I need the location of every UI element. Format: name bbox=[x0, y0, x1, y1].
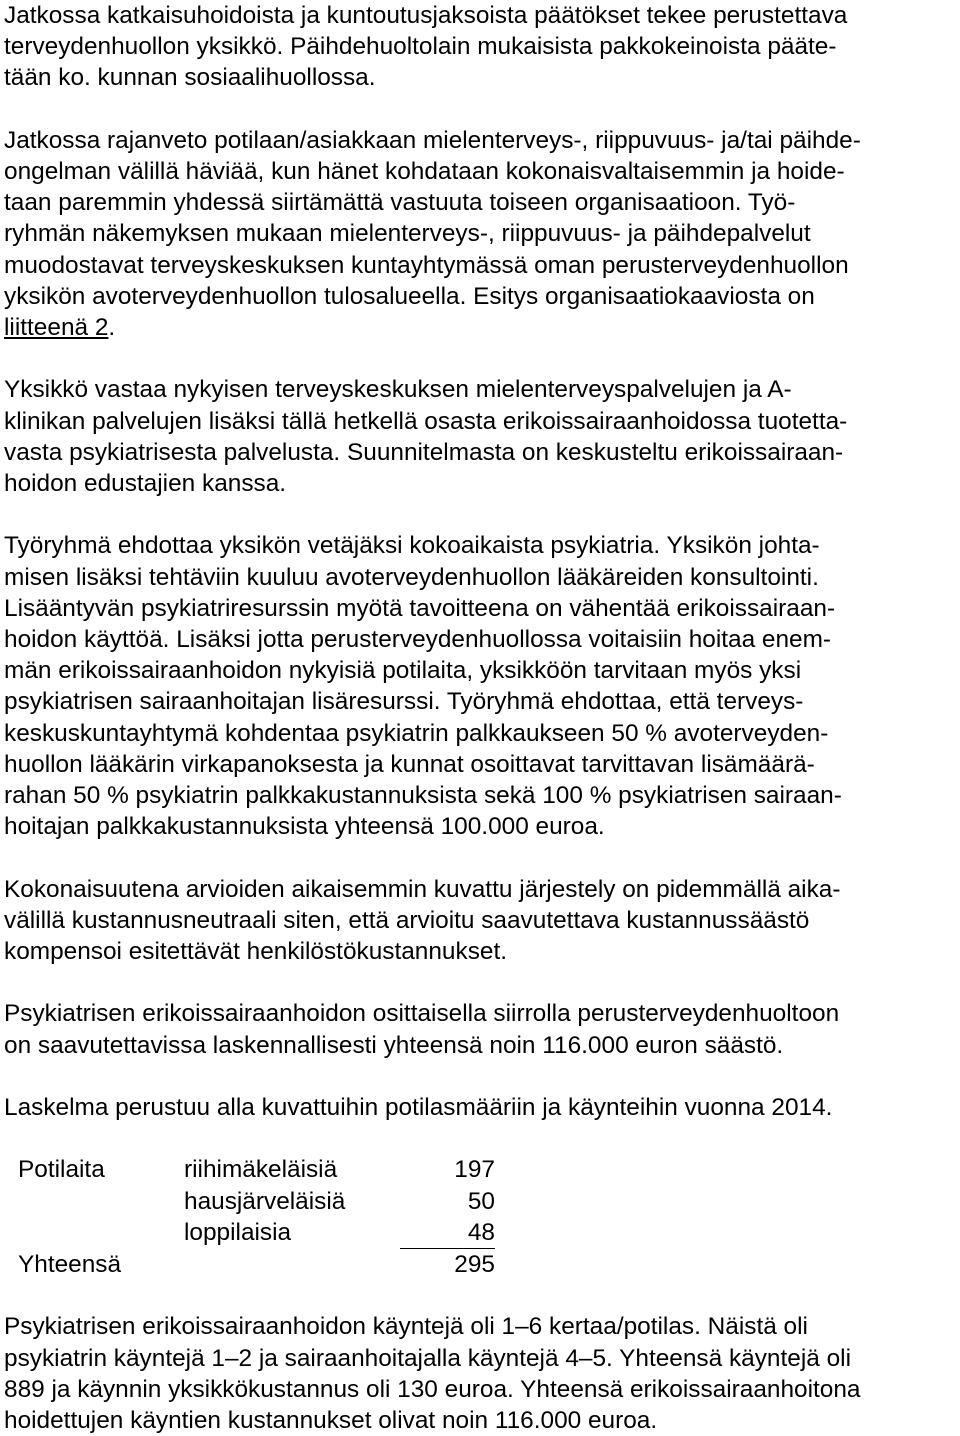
text-line: tään ko. kunnan sosiaalihuollossa. bbox=[4, 64, 376, 92]
text-line: Kokonaisuutena arvioiden aikaisemmin kuvattu järjestely on pidemmällä aika- bbox=[4, 875, 841, 903]
appendix-link[interactable]: liitteenä 2 bbox=[4, 314, 109, 342]
text-line: 889 ja käynnin yksikkökustannus oli 130 euroa. Yhteensä erikoissairaanhoitona bbox=[4, 1375, 861, 1403]
text-line: keskuskuntayhtymä kohdentaa psykiatrin palkkaukseen 50 % avoterveyden- bbox=[4, 719, 829, 747]
count-cell: 48 bbox=[400, 1217, 495, 1249]
text-line: ongelman välillä häviää, kun hänet kohdataan kokonaisvaltaisemmin ja hoide- bbox=[4, 158, 845, 185]
total-row bbox=[18, 1249, 495, 1281]
paragraph-1 bbox=[4, 0, 957, 94]
table-row bbox=[18, 1217, 495, 1249]
text-line: psykiatrin käyntejä 1–2 ja sairaanhoitajalla käyntejä 4–5. Yhteensä käyntejä oli bbox=[4, 1344, 851, 1372]
municipality-cell: loppilaisia bbox=[184, 1218, 292, 1246]
paragraph-8 bbox=[4, 1311, 957, 1436]
text-line: hoitajan palkkakustannuksista yhteensä 100.000 euroa. bbox=[4, 813, 605, 841]
text-line: huollon lääkärin virkapanoksesta ja kunnat osoittavat tarvittavan lisämäärä- bbox=[4, 750, 815, 778]
municipality-cell: riihimäkeläisiä bbox=[184, 1156, 338, 1184]
text-line: hoidettujen käyntien kustannukset olivat noin 116.000 euroa. bbox=[4, 1407, 658, 1435]
count-cell: 50 bbox=[467, 1187, 495, 1215]
text-line: män erikoissairaanhoidon nykyisiä potilaita, yksikköön tarvitaan myös yksi bbox=[4, 657, 802, 685]
paragraph-3 bbox=[4, 374, 957, 499]
text-line: rahan 50 % psykiatrin palkkakustannuksista sekä 100 % psykiatrisen sairaan- bbox=[4, 782, 842, 810]
text-line: Lisääntyvän psykiatriresurssin myötä tavoitteena on vähentää erikoissairaan- bbox=[4, 594, 836, 622]
paragraph-5 bbox=[4, 874, 957, 968]
text-line: yksikön avoterveydenhuollon tulosalueella. Esitys organisaatiokaaviosta on bbox=[4, 282, 815, 310]
text-line: muodostavat terveyskeskuksen kuntayhtymässä oman perusterveydenhuollon bbox=[4, 251, 849, 279]
document-page bbox=[4, 0, 957, 1436]
text-line bbox=[4, 312, 957, 343]
row-label bbox=[18, 1186, 184, 1217]
patient-count-table bbox=[18, 1154, 495, 1280]
text-line: terveydenhuollon yksikkö. Päihdehuoltolain mukaisista pakkokeinoista pääte- bbox=[4, 33, 837, 61]
text-line: Yksikkö vastaa nykyisen terveyskeskuksen mielenterveyspalvelujen ja A- bbox=[4, 376, 792, 404]
text-line: Jatkossa rajanveto potilaan/asiakkaan mielenterveys-, riippuvuus- ja/tai päihde- bbox=[4, 126, 861, 154]
text-line: Laskelma perustuu alla kuvattuihin potilasmääriin ja käynteihin vuonna 2014. bbox=[4, 1094, 833, 1122]
text-line: hoidon käyttöä. Lisäksi jotta perusterveydenhuollossa voitaisiin hoitaa enem- bbox=[4, 626, 832, 654]
text-line: välillä kustannusneutraali siten, että arvioitu saavutettava kustannussäästö bbox=[4, 906, 810, 934]
text-line: klinikan palvelujen lisäksi tällä hetkellä osasta erikoissairaanhoidossa tuotetta- bbox=[4, 407, 848, 435]
text-line: Työryhmä ehdottaa yksikön vetäjäksi kokoaikaista psykiatria. Yksikön johta- bbox=[4, 532, 820, 560]
total-label: Yhteensä bbox=[18, 1250, 122, 1278]
total-count: 295 bbox=[454, 1251, 495, 1279]
text-line: Jatkossa katkaisuhoidoista ja kuntoutusjaksoista päätökset tekee perustettava bbox=[4, 2, 848, 29]
paragraph-7 bbox=[4, 1092, 957, 1123]
count-cell: 197 bbox=[454, 1156, 495, 1184]
text-line: kompensoi esitettävät henkilöstökustannukset. bbox=[4, 938, 508, 966]
text-line: misen lisäksi tehtäviin kuuluu avoterveydenhuollon lääkäreiden konsultointi. bbox=[4, 563, 819, 591]
paragraph-4 bbox=[4, 530, 957, 842]
municipality-cell: hausjärveläisiä bbox=[184, 1187, 346, 1215]
row-label bbox=[18, 1217, 184, 1249]
table-row bbox=[18, 1154, 495, 1185]
text-line: ryhmän näkemyksen mukaan mielenterveys-, riippuvuus- ja päihdepalvelut bbox=[4, 220, 811, 248]
row-label: Potilaita bbox=[18, 1156, 105, 1184]
text-line: Psykiatrisen erikoissairaanhoidon käyntejä oli 1–6 kertaa/potilas. Näistä oli bbox=[4, 1313, 808, 1341]
text-line: taan paremmin yhdessä siirtämättä vastuuta toiseen organisaatioon. Työ- bbox=[4, 189, 796, 217]
paragraph-6 bbox=[4, 998, 957, 1060]
text-line: psykiatrisen sairaanhoitajan lisäresurssi. Työryhmä ehdottaa, että terveys- bbox=[4, 688, 804, 716]
text-line: vasta psykiatrisesta palvelusta. Suunnitelmasta on keskusteltu erikoissairaan- bbox=[4, 438, 844, 466]
text-line: Psykiatrisen erikoissairaanhoidon osittaisella siirrolla perusterveydenhuoltoon bbox=[4, 1000, 840, 1028]
text-line: hoidon edustajien kanssa. bbox=[4, 470, 287, 498]
text-line: on saavutettavissa laskennallisesti yhteensä noin 116.000 euron säästö. bbox=[4, 1031, 784, 1059]
text-fragment: . bbox=[108, 314, 116, 342]
paragraph-2 bbox=[4, 125, 957, 343]
table-row bbox=[18, 1186, 495, 1217]
